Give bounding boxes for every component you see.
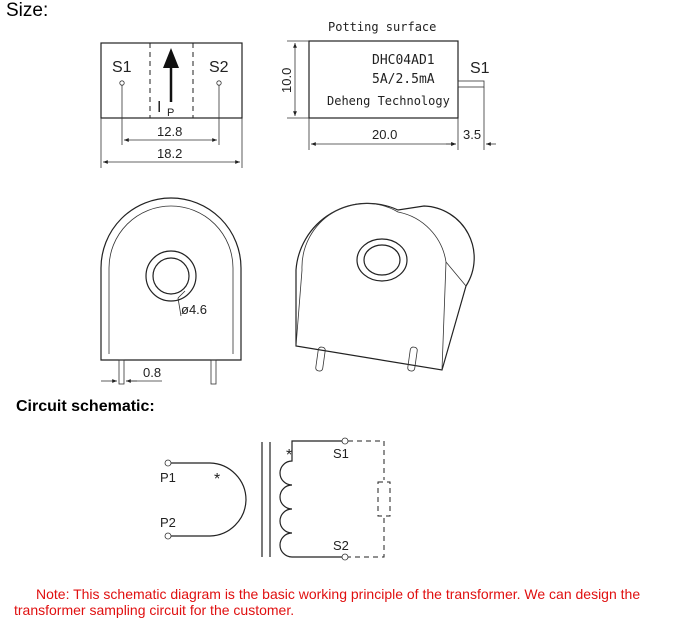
load-lead-bottom — [348, 518, 384, 557]
iso-hole-inner — [364, 245, 400, 275]
note-body: Note: This schematic diagram is the basic working principle of the transformer. We can design the transformer sampling circuit for the customer. — [14, 586, 641, 618]
iso-body-outline — [296, 203, 474, 370]
dim-width: 18.2 — [157, 146, 183, 161]
dim-pin-spacing: 12.8 — [157, 124, 183, 139]
circuit-schematic-heading: Circuit schematic: — [16, 398, 155, 415]
maker-label: Deheng Technology — [327, 94, 450, 108]
current-subscript: P — [167, 107, 175, 119]
current-arrow-head — [163, 48, 179, 68]
front-pin-s2 — [217, 81, 221, 85]
front-view — [101, 43, 242, 168]
label-p2: P2 — [160, 515, 176, 530]
primary-dot-mark: * — [214, 471, 221, 488]
circuit-schematic — [160, 438, 390, 560]
model-label: DHC04AD1 — [372, 53, 435, 68]
primary-winding — [171, 463, 246, 536]
terminal-p1 — [165, 460, 171, 466]
side-pin — [458, 81, 484, 87]
pin-width-label: 0.8 — [143, 365, 162, 380]
outline-body — [101, 198, 241, 360]
secondary-dot-mark: * — [286, 447, 293, 464]
current-symbol: I — [157, 99, 162, 116]
hole-diameter-label: ø4.6 — [181, 302, 208, 317]
terminal-p2 — [165, 533, 171, 539]
dim-pin-length: 3.5 — [463, 127, 482, 142]
load-resistor — [378, 482, 390, 516]
front-outline-view — [101, 198, 241, 384]
load-lead-top — [348, 441, 384, 480]
outline-pin-right — [211, 360, 216, 384]
isometric-view — [296, 203, 474, 371]
rating-label: 5A/2.5mA — [372, 72, 435, 87]
label-s1: S1 — [333, 446, 349, 461]
dim-length: 20.0 — [372, 127, 398, 142]
potting-surface-label: Potting surface — [328, 20, 437, 34]
front-pin-s1 — [120, 81, 124, 85]
label-s2: S2 — [333, 538, 349, 553]
side-view — [279, 20, 496, 150]
terminal-s1 — [342, 438, 348, 444]
size-heading: Size: — [6, 0, 49, 21]
terminal-s2 — [342, 554, 348, 560]
side-label-s1: S1 — [470, 60, 490, 77]
iso-pin-right — [407, 347, 417, 372]
note-text — [14, 586, 674, 618]
front-label-s2: S2 — [209, 59, 229, 76]
outline-pin-left — [119, 360, 124, 384]
label-p1: P1 — [160, 470, 176, 485]
dim-height: 10.0 — [279, 67, 294, 93]
front-label-s1: S1 — [112, 59, 132, 76]
outline-inner-edge — [109, 206, 233, 354]
outline-hole-inner — [153, 258, 189, 294]
